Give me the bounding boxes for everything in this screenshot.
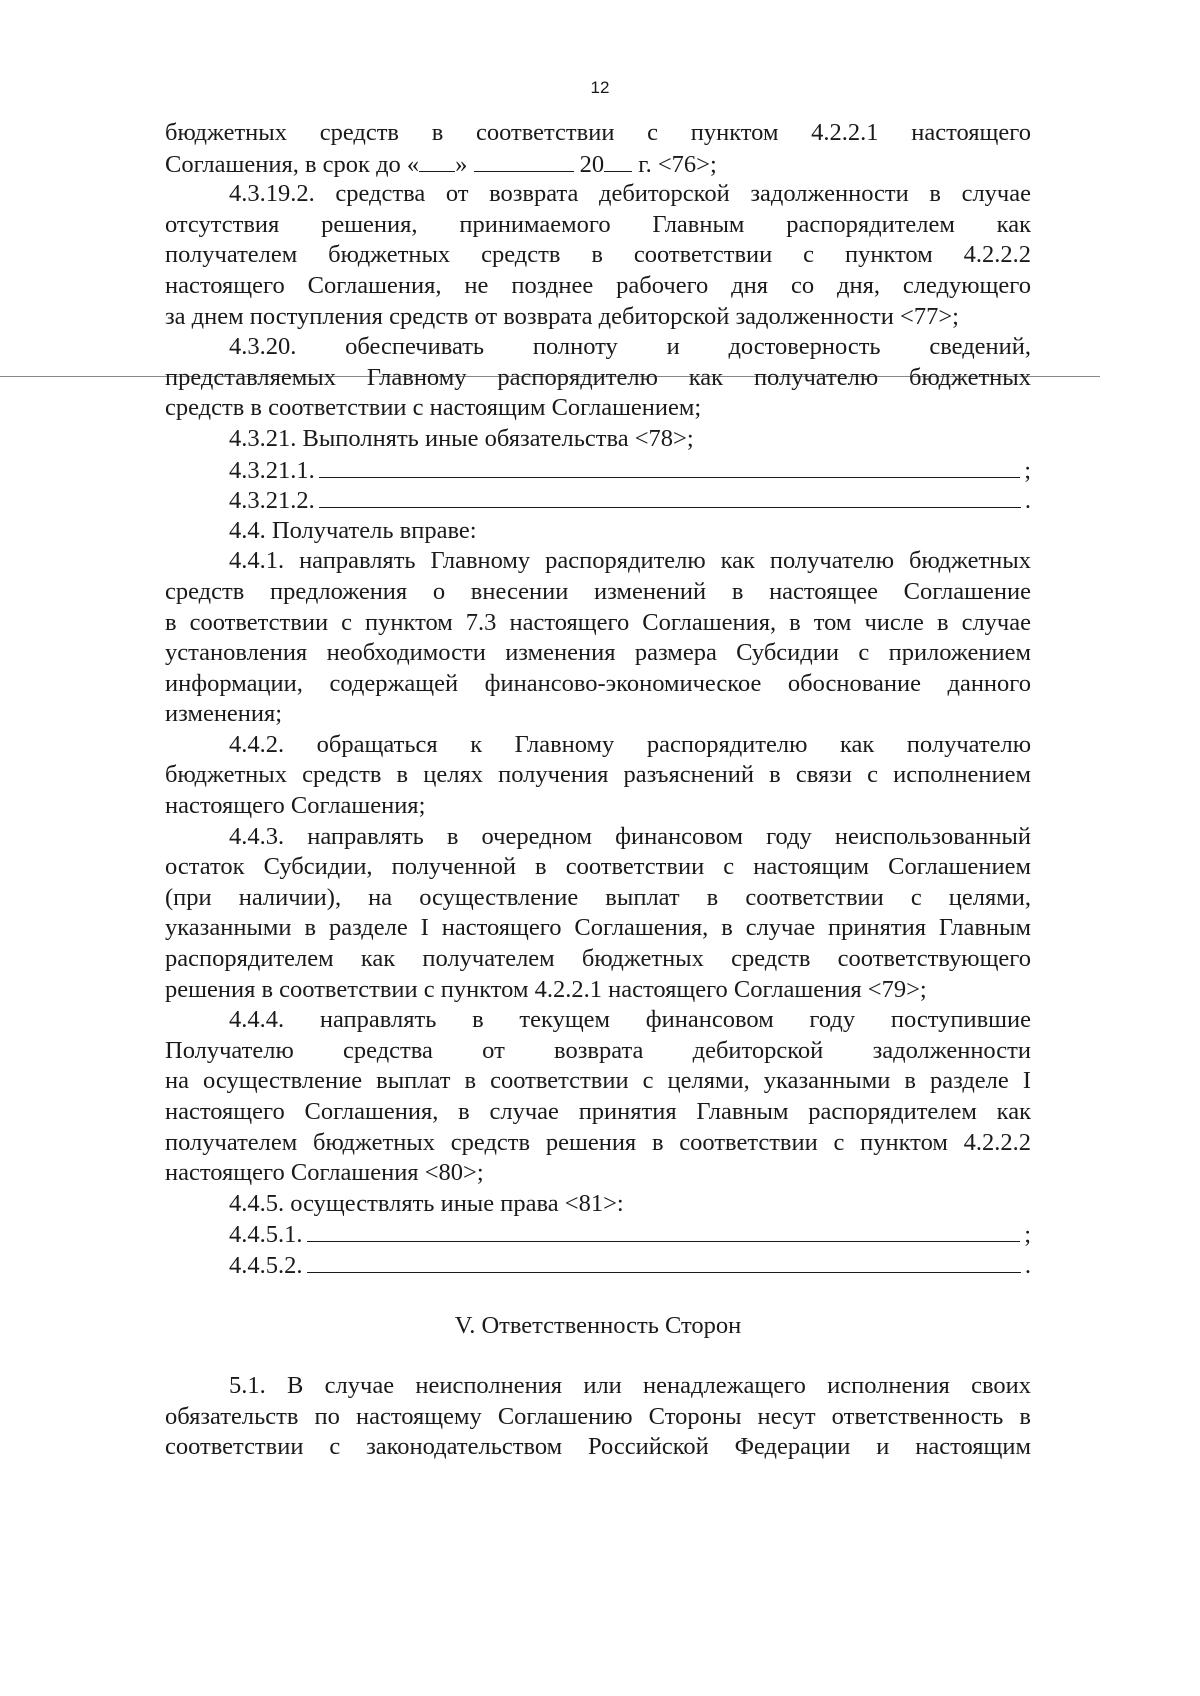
- paragraph-4-4-1: [165, 546, 1031, 730]
- blank-day: [419, 149, 455, 172]
- text-line-deadline: Соглашения, в срок до « » 20 г. <76>;: [165, 150, 717, 178]
- blank-rule: [307, 1250, 1021, 1273]
- text-line: 4.3.19.2. средства от возврата дебиторской задолженности в случае: [229, 180, 1031, 208]
- text-line: установления необходимости изменения размера Субсидии с приложением: [165, 639, 1031, 667]
- text-line: (при наличии), на осуществление выплат в соответствии с целями,: [165, 883, 1031, 911]
- text-line: бюджетных средств в соответствии с пунктом 4.2.2.1 настоящего: [165, 119, 1031, 146]
- blank-rule: [307, 1219, 1021, 1242]
- blank-rule: [319, 485, 1021, 508]
- paragraph-4-3-19-2: [165, 179, 1031, 332]
- fill-in-line-4-4-5-2: 4.4.5.2. .: [229, 1251, 1031, 1279]
- text-line: получателем бюджетных средств в соответствии с пунктом 4.2.2.2: [165, 241, 1031, 269]
- text-line: настоящего Соглашения, не позднее рабочего дня со дня, следующего: [165, 271, 1031, 299]
- paragraph-4-3-20: [165, 332, 1031, 424]
- text-line: соответствии с законодательством Российской Федерации и настоящим: [165, 1433, 1031, 1461]
- text-line: настоящего Соглашения;: [165, 792, 426, 820]
- blank-year: [604, 149, 632, 172]
- text-line: бюджетных средств в целях получения разъяснений в связи с исполнением: [165, 761, 1031, 789]
- text-line: отсутствия решения, принимаемого Главным распорядителем как: [165, 210, 1031, 238]
- text-line: за днем поступления средств от возврата дебиторской задолженности <77>;: [165, 302, 959, 330]
- text-line: 4.4.1. направлять Главному распорядителю как получателю бюджетных: [229, 547, 1031, 575]
- section-heading: V. Ответственность Сторон: [454, 1311, 742, 1339]
- blank-month: [474, 149, 574, 172]
- text-line: Получателю средства от возврата дебиторской задолженности: [165, 1036, 1031, 1064]
- text-line: 4.4.3. направлять в очередном финансовом году неиспользованный: [229, 822, 1031, 850]
- text-line: остаток Субсидии, полученной в соответствии с настоящим Соглашением: [165, 853, 1031, 881]
- text-line: 5.1. В случае неисполнения или ненадлежащего исполнения своих: [229, 1372, 1031, 1400]
- text-line: 4.4.2. обращаться к Главному распорядителю как получателю: [229, 730, 1031, 758]
- text-line: средств предложения о внесении изменений в настоящее Соглашение: [165, 577, 1031, 605]
- text-line: изменения;: [165, 700, 283, 728]
- paragraph-4-4-4: [165, 1005, 1031, 1189]
- text-line: средств в соответствии с настоящим Соглашением;: [165, 394, 702, 422]
- paragraph-4-3-21: 4.3.21. Выполнять иные обязательства <78>;: [229, 424, 694, 452]
- text-line: распорядителем как получателем бюджетных средств соответствующего: [165, 945, 1031, 973]
- text-line: информации, содержащей финансово-экономическое обоснование данного: [165, 669, 1031, 697]
- text-line: настоящего Соглашения <80>;: [165, 1159, 484, 1187]
- paragraph-4-4-2: [165, 730, 1031, 822]
- text-line: в соответствии с пунктом 7.3 настоящего Соглашения, в том числе в случае: [165, 608, 1031, 636]
- text-line: представляемых Главному распорядителю как получателю бюджетных: [165, 363, 1031, 391]
- fill-in-line-4-3-21-2: 4.3.21.2. .: [229, 487, 1031, 515]
- fill-in-line-4-4-5-1: 4.4.5.1. ;: [229, 1221, 1031, 1249]
- paragraph-4-4-5: 4.4.5. осуществлять иные права <81>:: [229, 1189, 624, 1217]
- text-line: 4.4.4. направлять в текущем финансовом году поступившие: [229, 1006, 1031, 1034]
- paragraph-5-1: [165, 1371, 1031, 1463]
- paragraph-4-4-3: [165, 822, 1031, 1006]
- text-line: на осуществление выплат в соответствии с целями, указанными в разделе I: [165, 1067, 1031, 1095]
- page-number: 12: [590, 78, 610, 97]
- text-line: получателем бюджетных средств решения в соответствии с пунктом 4.2.2.2: [165, 1128, 1031, 1156]
- text-line: настоящего Соглашения, в случае принятия Главным распорядителем как: [165, 1098, 1031, 1125]
- text-line: обязательств по настоящему Соглашению Стороны несут ответственность в: [165, 1402, 1031, 1430]
- text-line: 4.3.20. обеспечивать полноту и достоверность сведений,: [229, 333, 1031, 361]
- text-line: решения в соответствии с пунктом 4.2.2.1 настоящего Соглашения <79>;: [165, 975, 927, 1003]
- fill-in-line-4-3-21-1: 4.3.21.1. ;: [229, 456, 1031, 484]
- text-line: указанными в разделе I настоящего Соглашения, в случае принятия Главным: [165, 914, 1031, 942]
- blank-rule: [319, 455, 1020, 478]
- document-body: [165, 118, 1031, 1463]
- paragraph-4-4: 4.4. Получатель вправе:: [229, 516, 477, 544]
